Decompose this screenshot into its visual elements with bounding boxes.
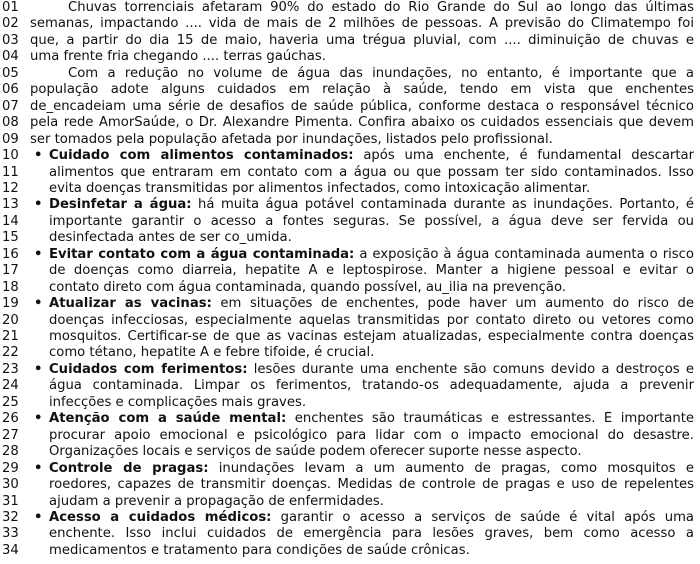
line-text: há muita água potável contaminada durante as inundações. Portanto, é: [191, 197, 694, 213]
paragraph-text: [30, 82, 694, 98]
text-line: [0, 230, 700, 246]
line-number: 08: [2, 115, 19, 131]
line-text: contato direto com água contaminada, quando possível, au_ilia na prevenção.: [49, 279, 567, 295]
text-line: [0, 66, 700, 82]
paragraph-text: [49, 181, 694, 197]
line-text: enchentes são traumáticas e estressantes. É importante: [286, 411, 694, 427]
text-line: [0, 329, 700, 345]
bullet-icon: •: [34, 509, 43, 525]
bullet-icon: •: [34, 148, 43, 164]
paragraph-text: [30, 49, 694, 65]
line-text: procurar apoio emocional e psicológico para lidar com o impacto emocional do desastre.: [49, 427, 694, 443]
paragraph-text: [30, 33, 694, 49]
paragraph-text: [49, 214, 694, 230]
line-number: 06: [2, 82, 19, 98]
bullet-icon: •: [34, 246, 43, 262]
line-number: 25: [2, 394, 19, 410]
text-line: [0, 362, 700, 378]
paragraph-text: [30, 115, 694, 131]
list-item-text: [49, 197, 694, 213]
line-text: infecções e complicações mais graves.: [49, 394, 307, 410]
text-line: [0, 0, 700, 16]
line-text: inundações levam a um aumento de pragas, como mosquitos e: [208, 460, 694, 476]
text-line: [0, 181, 700, 197]
line-text: ser tomados pela população afetada por inundações, listados pelo profissional.: [30, 131, 553, 147]
text-line: [0, 296, 700, 312]
line-text: medicamentos e tratamento para condições de saúde crônicas.: [49, 542, 470, 558]
line-text: Com a redução no volume de água das inundações, no entanto, é importante que a: [68, 65, 694, 81]
line-number: 04: [2, 49, 19, 65]
text-line: [0, 247, 700, 263]
list-item-heading: Cuidado com alimentos contaminados:: [49, 148, 354, 164]
bullet-icon: •: [34, 411, 43, 427]
line-number: 20: [2, 312, 19, 328]
line-number: 30: [2, 477, 19, 493]
paragraph-text: [49, 329, 694, 345]
paragraph-text: [49, 280, 694, 296]
text-line: [0, 132, 700, 148]
paragraph-text: [49, 378, 694, 394]
text-line: [0, 411, 700, 427]
text-line: [0, 461, 700, 477]
line-number: 18: [2, 279, 19, 295]
line-text: como tétano, hepatite A e febre tifoide, é crucial.: [49, 345, 375, 361]
line-number: 32: [2, 509, 19, 525]
list-item-heading: Controle de pragas:: [49, 460, 209, 476]
line-number: 09: [2, 131, 19, 147]
list-item-text: [49, 296, 694, 312]
text-line: [0, 49, 700, 65]
bullet-icon: •: [34, 460, 43, 476]
list-item-text: [49, 362, 694, 378]
line-number: 07: [2, 98, 19, 114]
line-number: 15: [2, 230, 19, 246]
paragraph-text: [30, 16, 694, 32]
line-number: 05: [2, 65, 19, 81]
text-line: [0, 16, 700, 32]
line-text: que, a partir do dia 15 de maio, haveria uma trégua pluvial, com .... diminuição de chuvas e: [30, 32, 694, 48]
list-item-heading: Evitar contato com a água contaminada:: [49, 246, 355, 262]
paragraph-text: [49, 494, 694, 510]
line-number: 12: [2, 180, 19, 196]
line-text: mosquitos. Certificar-se de que as vacinas estejam atualizadas, especialmente contra doenças: [49, 329, 694, 344]
list-item-heading: Atenção com a saúde mental:: [49, 411, 287, 427]
line-text: enchente. Isso inclui cuidados de emergência para lesões graves, bem como acesso a: [49, 526, 694, 542]
line-number: 14: [2, 213, 19, 229]
text-line: [0, 378, 700, 394]
line-text: garantir o acesso a serviços de saúde é vital após uma: [271, 509, 694, 525]
paragraph-text: [49, 165, 694, 181]
list-item-text: [49, 148, 694, 164]
line-number: 28: [2, 444, 19, 460]
text-line: [0, 395, 700, 411]
line-number: 24: [2, 378, 19, 394]
paragraph-text: [49, 428, 694, 444]
line-text: ajudam a prevenir a propagação de enfermidades.: [49, 493, 384, 509]
line-number: 10: [2, 148, 19, 164]
text-line: [0, 494, 700, 510]
line-text: uma frente fria chegando .... terras gaúchas.: [30, 49, 326, 65]
line-text: doenças infecciosas, especialmente aquelas transmitidas por contato direto ou vetores como: [49, 312, 694, 328]
line-text: água contaminada. Limpar os ferimentos, tratando-os adequadamente, ajuda a prevenir: [49, 378, 694, 394]
line-text: de doenças como diarreia, hepatite A e leptospirose. Manter a higiene pessoal e evitar o: [49, 263, 694, 279]
line-text: semanas, impactando .... vida de mais de 2 milhões de pessoas. A previsão do Climatempo foi: [30, 16, 694, 32]
line-text: a exposição à água contaminada aumenta o risco: [354, 246, 694, 262]
paragraph-text: [49, 526, 694, 542]
text-line: [0, 526, 700, 542]
line-text: Chuvas torrenciais afetaram 90% do estado do Rio Grande do Sul ao longo das últimas: [68, 0, 694, 15]
paragraph-text: [49, 543, 694, 559]
line-number: 19: [2, 296, 19, 312]
line-text: em situações de enchentes, pode haver um aumento do risco de: [211, 296, 694, 312]
line-number: 29: [2, 460, 19, 476]
paragraph-text: [49, 263, 694, 279]
list-item-heading: Desinfetar a água:: [49, 197, 192, 213]
paragraph-text: [30, 0, 694, 16]
line-number: 16: [2, 246, 19, 262]
list-item-text: [49, 461, 694, 477]
text-line: [0, 99, 700, 115]
line-text: de_encadeiam uma série de desafios de saúde pública, conforme destaca o responsável técnico: [30, 98, 694, 114]
line-number: 17: [2, 263, 19, 279]
line-number: 26: [2, 411, 19, 427]
line-text: pela rede AmorSaúde, o Dr. Alexandre Pimenta. Confira abaixo os cuidados essenciais que devem: [30, 115, 694, 131]
line-text: roedores, capazes de transmitir doenças. Medidas de controle de pragas e uso de repelentes: [49, 477, 694, 493]
line-number: 11: [2, 164, 19, 180]
text-line: [0, 82, 700, 98]
paragraph-text: [49, 477, 694, 493]
paragraph-text: [49, 345, 694, 361]
text-line: [0, 33, 700, 49]
text-line: [0, 444, 700, 460]
paragraph-text: [30, 132, 694, 148]
paragraph-text: [30, 99, 694, 115]
list-item-heading: Cuidados com ferimentos:: [49, 361, 248, 377]
line-text: Organizações locais e serviços de saúde podem oferecer suporte nesse aspecto.: [49, 444, 582, 460]
line-number: 01: [2, 0, 19, 15]
line-number: 34: [2, 542, 19, 558]
line-text: após uma enchente, é fundamental descartar: [353, 148, 694, 164]
list-item-text: [49, 411, 694, 427]
paragraph-text: [49, 313, 694, 329]
list-item-heading: Acesso a cuidados médicos:: [49, 509, 272, 525]
paragraph-text: [30, 66, 694, 82]
line-text: lesões durante uma enchente são comuns devido a destroços e: [247, 361, 694, 377]
line-number: 02: [2, 16, 19, 32]
line-number: 22: [2, 345, 19, 361]
line-text: evita doenças transmitidas por alimentos infectados, como intoxicação alimentar.: [49, 180, 591, 196]
bullet-icon: •: [34, 296, 43, 312]
line-text: alimentos que entraram em contato com a água ou que possam ter sido contaminados. Isso: [49, 164, 694, 180]
text-line: [0, 165, 700, 181]
text-line: [0, 345, 700, 361]
bullet-icon: •: [34, 197, 43, 213]
text-line: [0, 280, 700, 296]
text-line: [0, 148, 700, 164]
text-line: [0, 263, 700, 279]
line-text: desinfectada antes de ser co_umida.: [49, 230, 292, 246]
paragraph-text: [49, 395, 694, 411]
line-number: 31: [2, 493, 19, 509]
line-text: população adote alguns cuidados em relação à saúde, tendo em vista que enchentes: [30, 82, 694, 98]
list-item-heading: Atualizar as vacinas:: [49, 296, 212, 312]
line-number: 21: [2, 329, 19, 344]
text-line: [0, 428, 700, 444]
text-line: [0, 477, 700, 493]
line-number: 13: [2, 197, 19, 213]
text-line: [0, 543, 700, 559]
line-text: importante garantir o acesso a fontes seguras. Se possível, a água deve ser fervida ou: [49, 213, 694, 229]
text-line: [0, 115, 700, 131]
text-line: [0, 313, 700, 329]
paragraph-text: [49, 230, 694, 246]
text-line: [0, 510, 700, 526]
list-item-text: [49, 510, 694, 526]
line-number: 03: [2, 32, 19, 48]
line-number: 23: [2, 361, 19, 377]
text-line: [0, 214, 700, 230]
text-line: [0, 197, 700, 213]
list-item-text: [49, 247, 694, 263]
paragraph-text: [49, 444, 694, 460]
line-number: 33: [2, 526, 19, 542]
bullet-icon: •: [34, 361, 43, 377]
line-number: 27: [2, 427, 19, 443]
